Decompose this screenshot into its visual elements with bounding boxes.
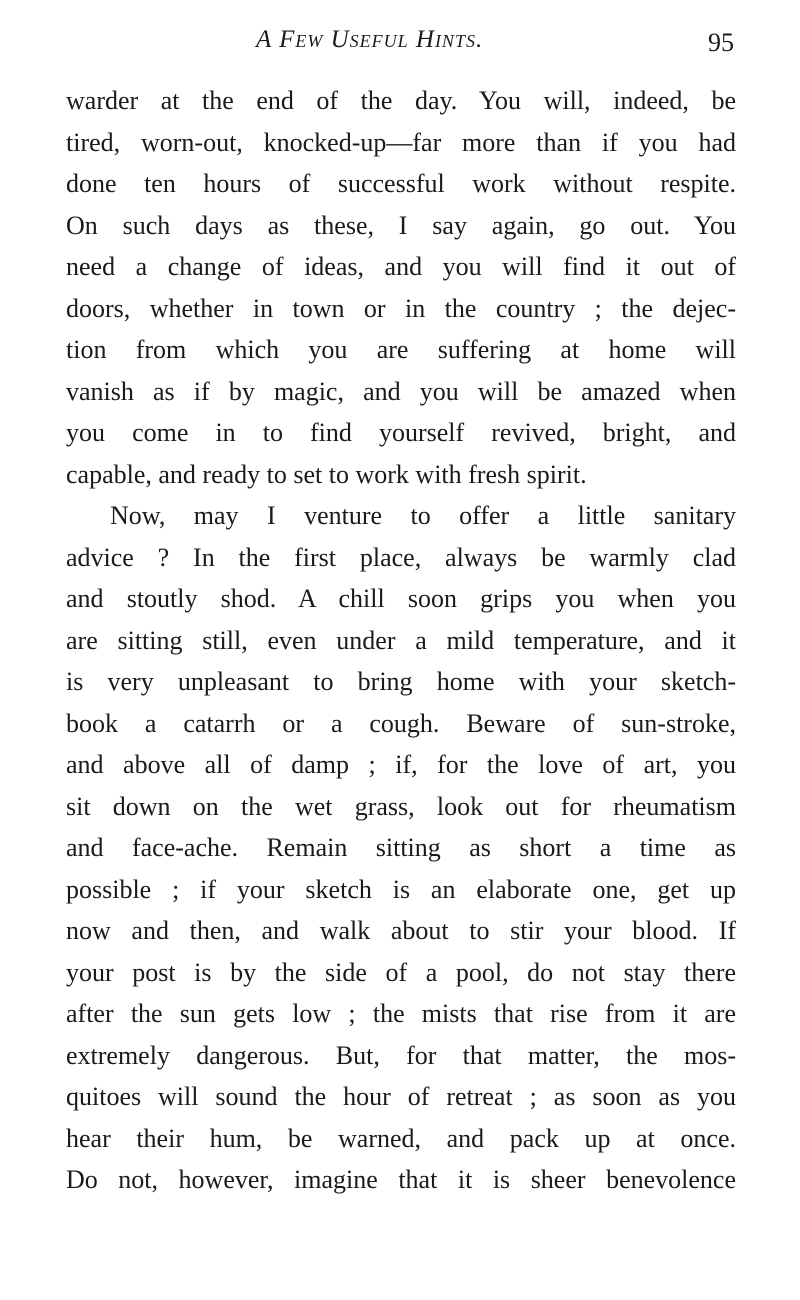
page-number: 95	[708, 28, 734, 57]
text-line: after the sun gets low ; the mists that rise from it are	[66, 999, 736, 1028]
text-line: your post is by the side of a pool, do not stay there	[66, 957, 736, 987]
text-line: advice ? In the first place, always be warmly clad	[66, 542, 736, 572]
text-line: now and then, and walk about to stir your blood. If	[66, 916, 736, 945]
text-line: and stoutly shod. A chill soon grips you when you	[66, 584, 736, 613]
text-line: and face-ache. Remain sitting as short a time as	[66, 833, 736, 862]
running-title: A Few Useful Hints.	[256, 26, 484, 53]
text-line: sit down on the wet grass, look out for rheumatism	[66, 791, 736, 821]
text-line: are sitting still, even under a mild temperature, and it	[66, 625, 736, 655]
text-line: need a change of ideas, and you will find it out of	[66, 252, 736, 281]
text-line: vanish as if by magic, and you will be amazed when	[66, 376, 736, 406]
text-line: done ten hours of successful work without respite.	[66, 169, 736, 198]
text-line: is very unpleasant to bring home with your sketch-	[66, 667, 736, 696]
text-line: possible ; if your sketch is an elaborate one, get up	[66, 874, 736, 904]
text-line: and above all of damp ; if, for the love of art, you	[66, 750, 736, 779]
body-text	[66, 80, 736, 1201]
running-head	[66, 22, 736, 62]
text-line: On such days as these, I say again, go out. You	[66, 210, 736, 240]
text-line: book a catarrh or a cough. Beware of sun-stroke,	[66, 708, 736, 738]
text-line: doors, whether in town or in the country ; the dejec-	[66, 293, 736, 323]
text-line: extremely dangerous. But, for that matter, the mos-	[66, 1040, 736, 1070]
text-line: quitoes will sound the hour of retreat ; as soon as you	[66, 1082, 736, 1111]
text-line: tion from which you are suffering at home will	[66, 335, 736, 364]
text-line: you come in to find yourself revived, bright, and	[66, 418, 736, 447]
text-line: hear their hum, be warned, and pack up at once.	[66, 1123, 736, 1153]
text-line: warder at the end of the day. You will, indeed, be	[66, 86, 736, 115]
text-line: Do not, however, imagine that it is sheer benevolence	[66, 1165, 736, 1194]
text-line-paragraph-end: capable, and ready to set to work with fresh spirit.	[66, 459, 587, 489]
text-line-paragraph-start: Now, may I venture to offer a little sanitary	[110, 501, 736, 530]
text-line: tired, worn-out, knocked-up—far more than if you had	[66, 127, 736, 157]
